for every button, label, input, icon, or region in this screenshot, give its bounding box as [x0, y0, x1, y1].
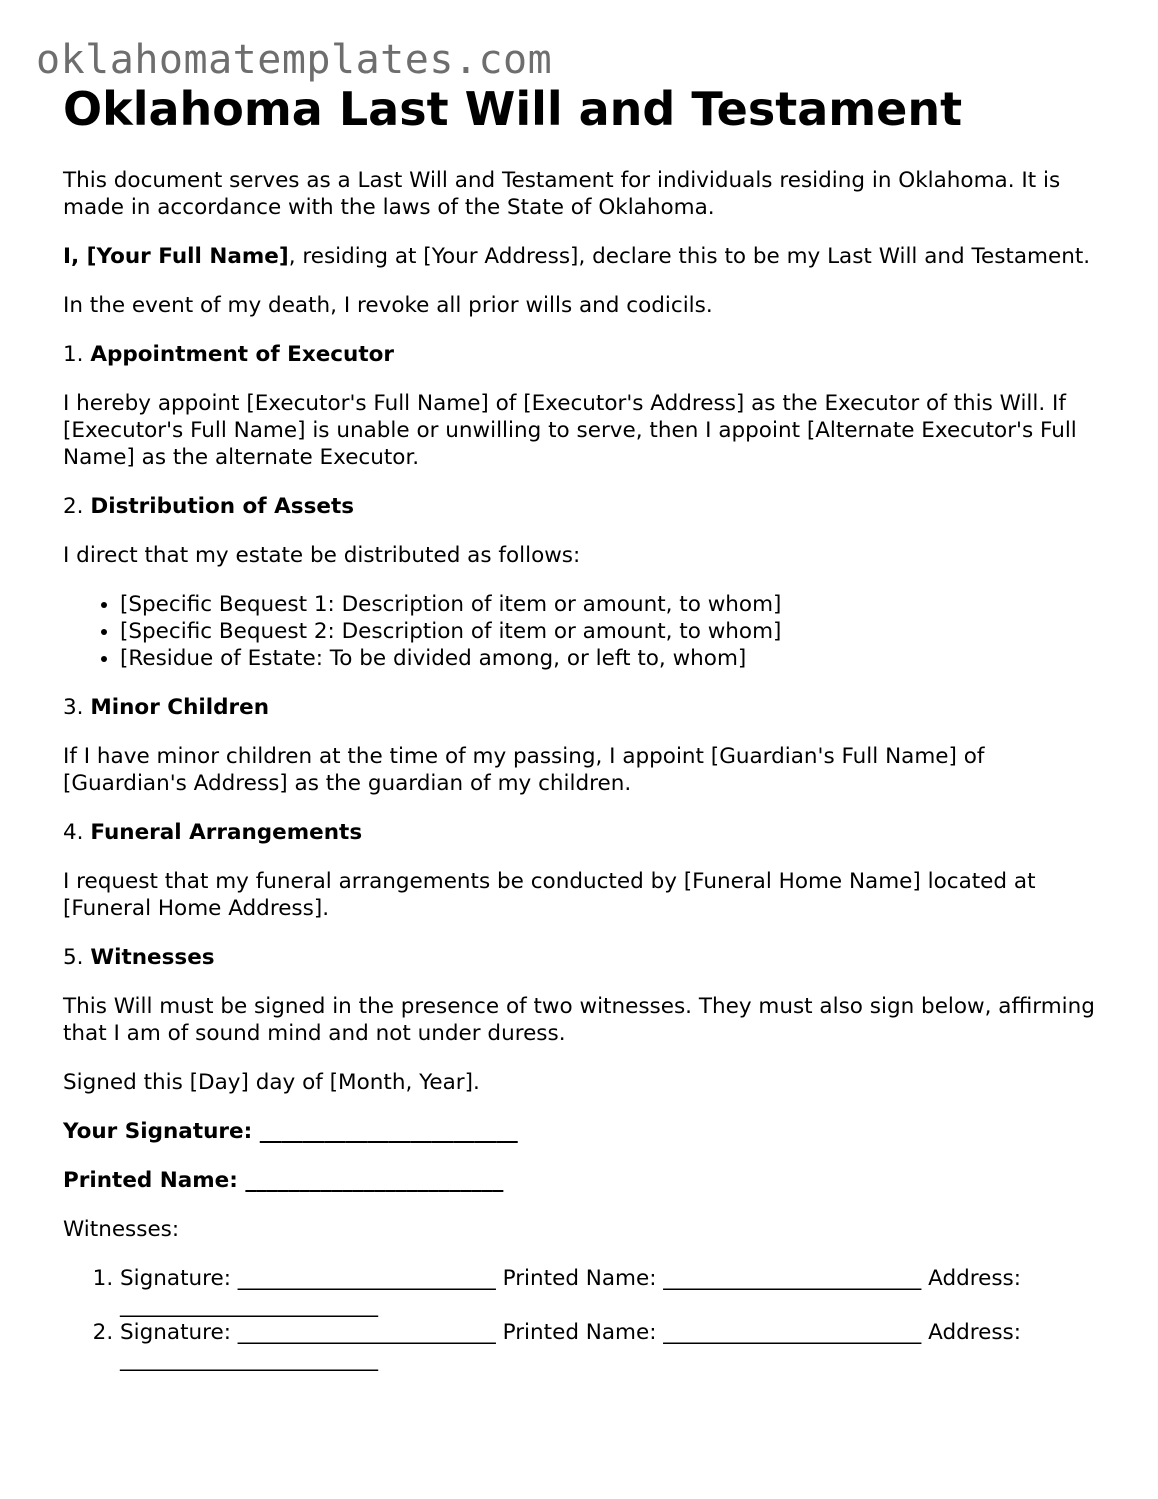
intro-paragraph: This document serves as a Last Will and Testament for individuals residing in Oklahoma. It is made in accordance with the laws of the State of Oklahoma. — [63, 168, 1061, 220]
section-body: If I have minor children at the time of my passing, I appoint [Guardian's Full Name] of [Guardian's Address] as the guardian of my children. — [63, 744, 985, 796]
witness-line[interactable]: 2. Signature: ________________________ Printed Name: ________________________ Address: ________________________ — [120, 1319, 1103, 1373]
witness-list — [63, 1265, 1103, 1373]
bequest-list — [63, 591, 1103, 672]
section-title: Witnesses — [90, 945, 215, 970]
list-item: • [Specific Bequest 2: Description of item or amount, to whom] — [120, 618, 1103, 645]
signature-label: Your Signature: — [63, 1119, 253, 1144]
printed-name-label: Printed Name: — [63, 1168, 238, 1193]
signature-blank[interactable]: ________________________ — [259, 1119, 518, 1144]
section-number: 1. — [63, 342, 84, 367]
document-title: Oklahoma Last Will and Testament — [63, 82, 963, 136]
section-number: 3. — [63, 695, 84, 720]
printed-name-line — [63, 1167, 1103, 1194]
document-body — [63, 167, 1103, 1395]
section-number: 2. — [63, 494, 84, 519]
witnesses-label: Witnesses: — [63, 1217, 180, 1242]
declaration-text: , residing at [Your Address], declare this to be my Last Will and Testament. — [288, 244, 1091, 269]
revocation-paragraph: In the event of my death, I revoke all prior wills and codicils. — [63, 293, 713, 318]
section-title: Appointment of Executor — [90, 342, 395, 367]
section-title: Funeral Arrangements — [90, 820, 363, 845]
signature-line — [63, 1118, 1103, 1145]
declaration-paragraph — [63, 243, 1103, 270]
section-number: 5. — [63, 945, 84, 970]
section-body: This Will must be signed in the presence of two witnesses. They must also sign below, affirming that I am of sound mind and not under duress. — [63, 994, 1095, 1046]
list-item: • [Specific Bequest 1: Description of item or amount, to whom] — [120, 591, 1103, 618]
site-watermark: oklahomatemplates.com — [36, 37, 553, 83]
printed-name-blank[interactable]: ________________________ — [245, 1168, 504, 1193]
section-heading — [63, 819, 1103, 846]
section-body: I direct that my estate be distributed as follows: — [63, 543, 581, 568]
section-body: I request that my funeral arrangements be conducted by [Funeral Home Name] located at [Funeral Home Address]. — [63, 869, 1036, 921]
section-heading — [63, 944, 1103, 971]
signed-date-line: Signed this [Day] day of [Month, Year]. — [63, 1070, 480, 1095]
section-title: Distribution of Assets — [90, 494, 355, 519]
testator-name-placeholder: I, [Your Full Name] — [63, 244, 289, 269]
section-title: Minor Children — [90, 695, 269, 720]
section-heading — [63, 493, 1103, 520]
section-heading — [63, 694, 1103, 721]
witness-line[interactable]: 1. Signature: ________________________ Printed Name: ________________________ Address: ________________________ — [120, 1265, 1103, 1319]
list-item: • [Residue of Estate: To be divided among, or left to, whom] — [120, 645, 1103, 672]
section-number: 4. — [63, 820, 84, 845]
section-heading — [63, 341, 1103, 368]
section-body: I hereby appoint [Executor's Full Name] of [Executor's Address] as the Executor of this Will. If [Executor's Full Name] is unable or unwilling to serve, then I appoint [Alternate Executor's Full Name] as the alternate Executor. — [63, 391, 1077, 470]
